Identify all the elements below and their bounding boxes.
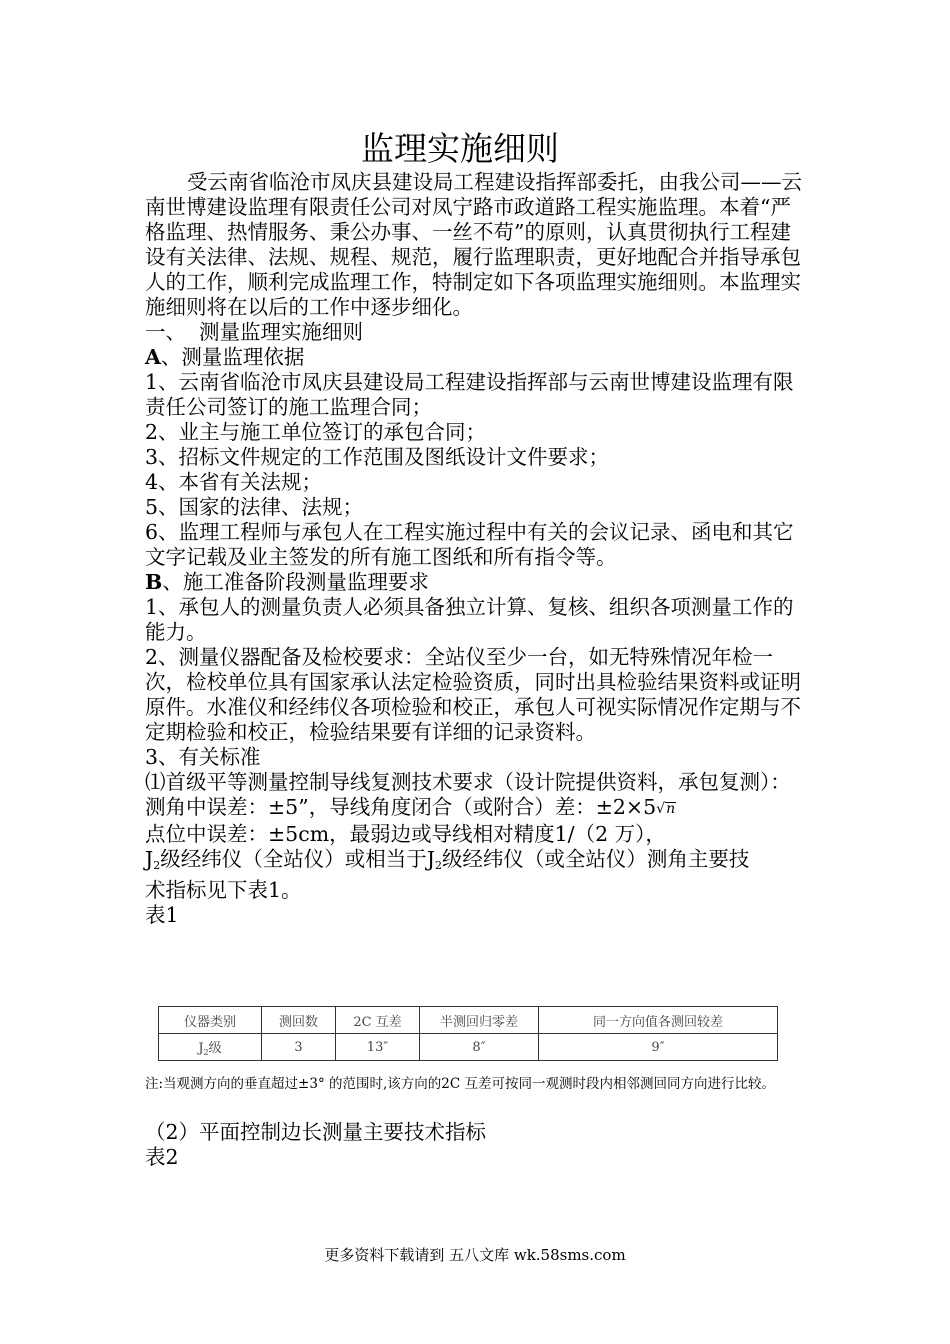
table-row: [159, 1034, 778, 1061]
tech-index-line: 术指标见下表1。: [145, 878, 302, 902]
table-cell: 8″: [420, 1034, 539, 1061]
section-a-heading: A、测量监理依据: [145, 345, 305, 369]
table-2-label: 表2: [145, 1145, 179, 1169]
table-1-label: 表1: [145, 903, 179, 927]
section-1-heading: 一、 测量监理实施细则: [145, 320, 364, 344]
table-header-cell: 仪器类别: [159, 1007, 262, 1034]
section-a-item: 4、本省有关法规；: [145, 470, 323, 494]
table-1-note: 注:当观测方向的垂直超过±3° 的范围时,该方向的2C 互差可按同一观测时段内相邻测回同方向进行比较。: [145, 1076, 775, 1092]
section-2-heading: （2）平面控制边长测量主要技术指标: [145, 1120, 487, 1144]
table-cell: $J_2$级: [159, 1034, 262, 1061]
section-a-item: 5、国家的法律、法规；: [145, 495, 364, 519]
document-body-continued: [145, 1120, 810, 1170]
sqrt-symbol: √n: [656, 801, 676, 817]
table-header-cell: 半测回归零差: [420, 1007, 539, 1034]
table-cell: 13″: [336, 1034, 420, 1061]
table-cell: 9″: [539, 1034, 778, 1061]
section-b-heading: B、施工准备阶段测量监理要求: [145, 570, 429, 594]
section-a-item: 6、监理工程师与承包人在工程实施过程中有关的会议记录、函电和其它文字记载及业主签发的所有施工图纸和所有指令等。: [145, 520, 794, 569]
section-a-item: 2、业主与施工单位签订的承包合同；: [145, 420, 487, 444]
table-header-cell: 同一方向值各测回较差: [539, 1007, 778, 1034]
document-body: [145, 170, 810, 928]
section-b-item: 2、测量仪器配备及检校要求：全站仪至少一台，如无特殊情况年检一次，检校单位具有国家承认法定检验资质，同时出具检验结果资料或证明原件。水准仪和经纬仪各项检验和校正，承包人可视实际情况作定期与不定期检验和校正，检验结果要有详细的记录资料。: [145, 645, 801, 744]
table-header-row: [159, 1007, 778, 1034]
document-title: 监理实施细则: [361, 129, 559, 168]
intro-paragraph: 受云南省临沧市凤庆县建设局工程建设指挥部委托，由我公司——云南世博建设监理有限责任公司对凤宁路市政道路工程实施监理。本着“严格监理、热情服务、秉公办事、一丝不苟”的原则，认真贯彻执行工程建设有关法律、法规、规程、规范，履行监理职责，更好地配合并指导承包人的工作，顺利完成监理工作，特制定如下各项监理实施细则。本监理实施细则将在以后的工作中逐步细化。: [145, 170, 802, 319]
page-footer: 更多资料下载请到 五八文库 wk.58sms.com: [324, 1246, 626, 1264]
section-b-item: 1、承包人的测量负责人必须具备独立计算、复核、组织各项测量工作的能力。: [145, 595, 794, 644]
angle-error-line: 测角中误差：±5”，导线角度闭合（或附合）差：±2×5√n: [145, 795, 810, 822]
table-header-cell: 测回数: [262, 1007, 336, 1034]
table-cell: 3: [262, 1034, 336, 1061]
table-header-cell: 2C 互差: [336, 1007, 420, 1034]
section-b-item: 3、有关标准: [145, 745, 261, 769]
section-b-item: ⑴首级平等测量控制导线复测技术要求（设计院提供资料，承包复测）：: [145, 770, 791, 794]
section-a-item: 3、招标文件规定的工作范围及图纸设计文件要求；: [145, 445, 610, 469]
j2-line: $J_2$级经纬仪（全站仪）或相当于$J_2$级经纬仪（或全站仪）测角主要技: [145, 847, 750, 872]
section-a-item: 1、云南省临沧市凤庆县建设局工程建设指挥部与云南世博建设监理有限责任公司签订的施工监理合同；: [145, 370, 794, 419]
table-1: [158, 1006, 778, 1061]
point-error-line: 点位中误差：±5cm，最弱边或导线相对精度1/（2 万），: [145, 822, 666, 846]
